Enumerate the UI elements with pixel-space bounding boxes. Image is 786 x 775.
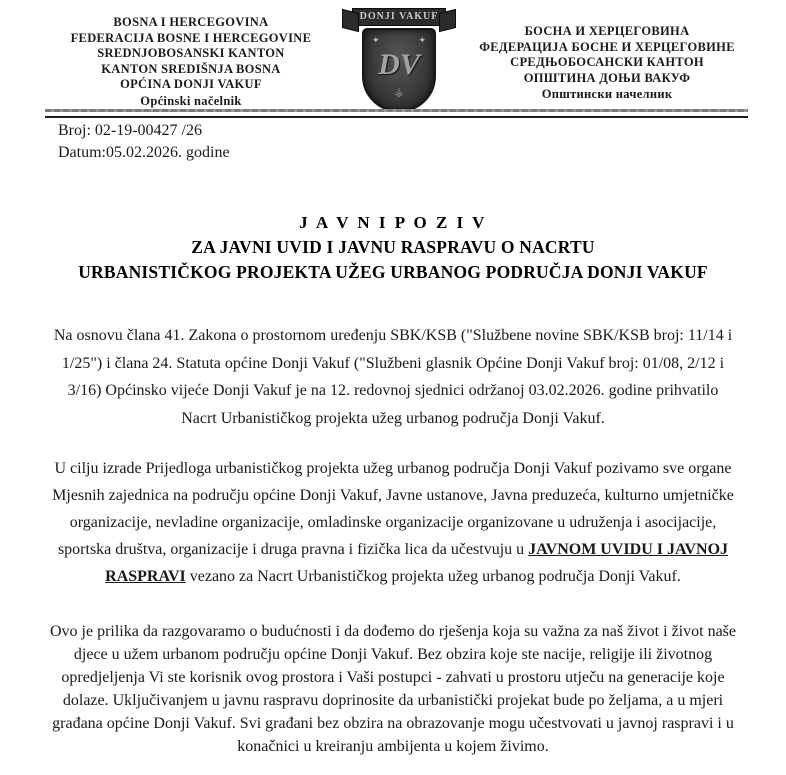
shield-icon [362, 28, 436, 112]
header-divider-thick [45, 109, 748, 112]
coat-of-arms-banner [352, 8, 447, 26]
header-divider-thin [45, 116, 748, 118]
title-line-2: ZA JAVNI UVID I JAVNU RASPRAVU O NACRTU [191, 237, 595, 257]
star-icon: ✦ [418, 35, 426, 45]
coat-of-arms [342, 8, 456, 112]
letterhead-line: SREDNJOBOSANSKI KANTON [97, 46, 285, 60]
letterhead-line: Општински начелник [541, 87, 673, 101]
document-number: Broj: 02-19-00427 /26 [58, 122, 202, 139]
letterhead-line: Općinski načelnik [140, 93, 242, 108]
shield-ornament-icon: ⚶ [393, 85, 405, 99]
title-line-3: URBANISTIČKOG PROJEKTA UŽEG URBANOG PODRUČJA DONJI VAKUF [78, 262, 708, 282]
paragraph-invitation [48, 455, 738, 590]
title-line-1: J A V N I P O Z I V [299, 213, 487, 232]
paragraph-legal-basis: Na osnovu člana 41. Zakona o prostornom uređenju SBK/KSB ("Službene novine SBK/KSB broj: 11/14 i 1/25") i člana 24. Statuta općine Donji Vakuf ("Službeni glasnik Općine Donji Vakuf broj: 01/08, 2/12 i 3/16) Općinsko vijeće Donji Vakuf je na 12. redovnoj sjednici održanoj 03.02.2026. godine prihvatilo Nacrt Urbanističkog projekta užeg urbanog područja Donji Vakuf. [53, 327, 733, 427]
document-meta [58, 120, 230, 164]
banner-text: DONJI VAKUF [359, 11, 439, 22]
letterhead-line: ОПШТИНА ДОЊИ ВАКУФ [523, 70, 691, 85]
letterhead-line: OPĆINA DONJI VAKUF [120, 77, 262, 91]
shield-monogram: DV [378, 48, 420, 81]
document-title [0, 210, 786, 285]
letterhead-cyrillic-block [456, 8, 758, 103]
letterhead-line: ФЕДЕРАЦИЈА БОСНЕ И ХЕРЦЕГОВИНЕ [479, 39, 735, 54]
letterhead [40, 8, 758, 112]
invitation-emphasis: JAVNOM UVIDU I JAVNOJ RASPRAVI [105, 541, 729, 585]
letterhead-line: KANTON SREDIŠNJA BOSNA [101, 61, 281, 76]
letterhead-latin-block [40, 8, 342, 109]
invitation-text-before: U cilju izrade Prijedloga urbanističkog projekta užeg urbanog područja Donji Vakuf pozivamo sve organe Mjesnih zajednica na području općine Donji Vakuf, Javne ustanove, Javna preduzeća, kulturno umjetničke organizacije, nevladine organizacije, omladinske organizacije organizovane u udruženja i asocijacije, sportska društva, organizacije i druga pravna i fizička lica da učestvuju u [52, 460, 734, 558]
letterhead-line: СРЕДЊОБОСАНСКИ КАНТОН [510, 55, 704, 69]
letterhead-line: FEDERACIJA BOSNE I HERCEGOVINE [70, 30, 312, 45]
paragraph-closing: Ovo je prilika da razgovaramo o budućnosti i da dođemo do rješenja koja su važna za naš život i život naše djece u užem urbanom području općine Donji Vakuf. Bez obzira koje ste nacije, religije ili životnog opredjeljenja Vi ste korisnik ovog prostora i Vaši postupci - zahvati u prostoru utječu na generacije koje dolaze. Uključivanjem u javnu raspravu doprinosite da urbanistički projekat bude po željama, a u mjeri građana općine Donji Vakuf. Svi građani bez obzira na obrazovanje mogu učestvovati u javnoj raspravi i u konačnici u kreiranju ambijenta u kojem živimo. [49, 623, 736, 755]
document-date: Datum:05.02.2026. godine [58, 144, 230, 161]
invitation-text-after: vezano za Nacrt Urbanističkog projekta užeg urbanog područja Donji Vakuf. [185, 568, 681, 585]
letterhead-line: БОСНА И ХЕРЦЕГОВИНА [524, 24, 690, 38]
star-icon: ✦ [372, 35, 380, 45]
letterhead-line: BOSNA I HERCEGOVINA [113, 15, 269, 29]
